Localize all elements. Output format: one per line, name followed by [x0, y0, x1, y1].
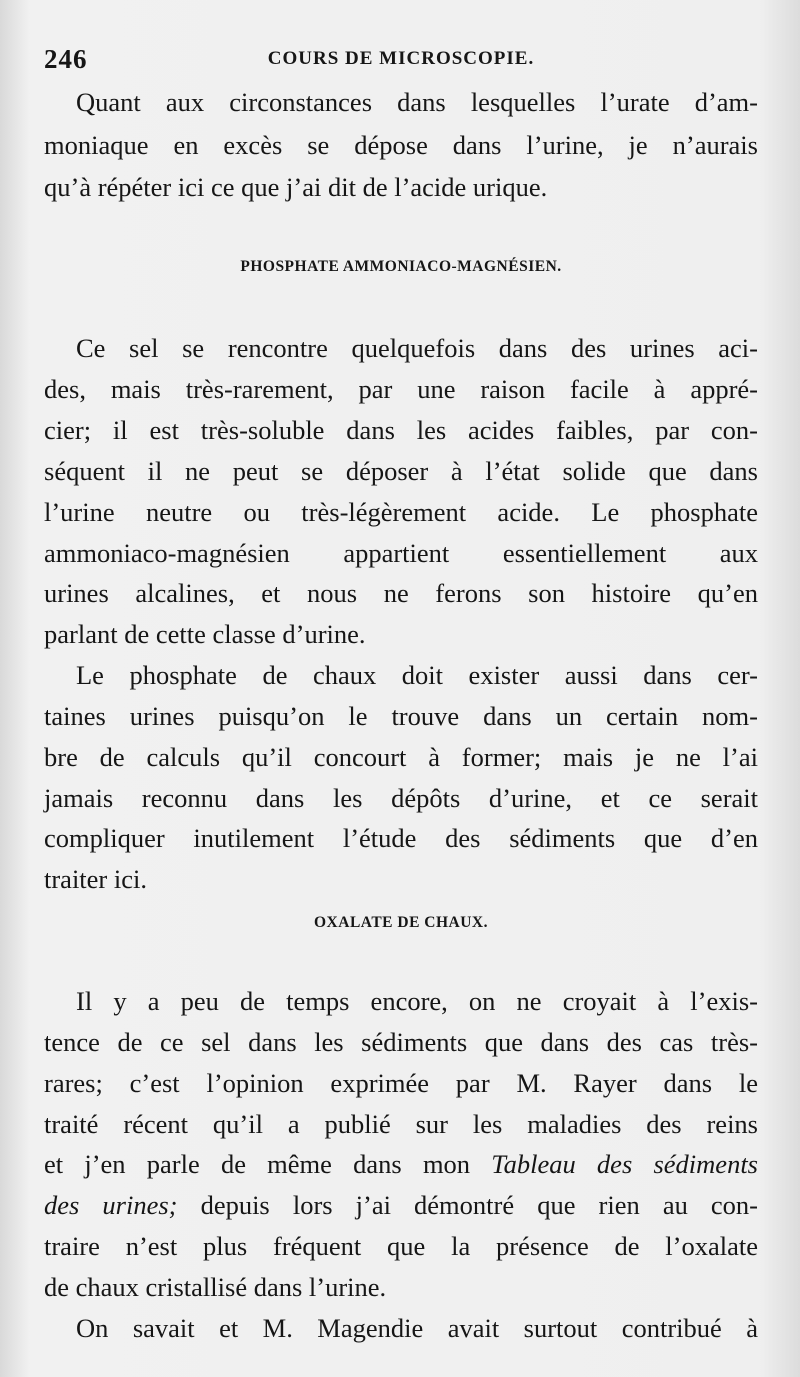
section-heading: PHOSPHATE AMMONIACO-MAGNÉSIEN. [240, 258, 562, 275]
text-line: On savait et M. Magendie avait surtout contribué à [76, 1313, 758, 1343]
text-line: parlant de cette classe d’urine. [44, 619, 366, 649]
text-line [44, 1144, 758, 1184]
text-line: Quant aux circonstances dans lesquelles l’urate d’am- [76, 87, 758, 117]
text-line: taines urines puisqu’on le trouve dans un certain nom- [44, 701, 758, 731]
text-line: bre de calculs qu’il concourt à former; mais je ne l’ai [44, 742, 758, 772]
text-line: qu’à répéter ici ce que j’ai dit de l’acide urique. [44, 172, 548, 202]
page-header [44, 44, 758, 78]
text-line: ammoniaco-magnésien appartient essentiellement aux [44, 538, 758, 568]
italic-book-title: des urines; [44, 1190, 178, 1220]
text-line: traire n’est plus fréquent que la présence de l’oxalate [44, 1231, 758, 1261]
text-line: jamais reconnu dans les dépôts d’urine, et ce serait [44, 783, 758, 813]
text-line: Ce sel se rencontre quelquefois dans des urines aci- [76, 333, 758, 363]
text-line: Il y a peu de temps encore, on ne croyait à l’exis- [76, 986, 758, 1016]
text-line: compliquer inutilement l’étude des sédiments que d’en [44, 823, 758, 853]
running-title: COURS DE MICROSCOPIE. [267, 48, 535, 69]
text-line: des, mais très-rarement, par une raison facile à appré- [44, 374, 758, 404]
text-line: urines alcalines, et nous ne ferons son histoire qu’en [44, 578, 758, 608]
text-run: depuis lors j’ai démontré que rien au con- [177, 1190, 758, 1220]
text-line: Le phosphate de chaux doit exister aussi dans cer- [76, 660, 758, 690]
text-line: moniaque en excès se dépose dans l’urine, je n’aurais [44, 130, 758, 160]
text-line: l’urine neutre ou très-légèrement acide. Le phosphate [44, 497, 758, 527]
italic-book-title: Tableau des sédiments [491, 1149, 758, 1179]
text-line: cier; il est très-soluble dans les acides faibles, par con- [44, 415, 758, 445]
section-heading: OXALATE DE CHAUX. [314, 914, 488, 931]
text-line: rares; c’est l’opinion exprimée par M. Rayer dans le [44, 1068, 758, 1098]
text-line [44, 1185, 758, 1225]
text-line: de chaux cristallisé dans l’urine. [44, 1272, 387, 1302]
text-run: et j’en parle de même dans mon [44, 1149, 492, 1179]
page-number: 246 [44, 44, 88, 74]
text-line: tence de ce sel dans les sédiments que dans des cas très- [44, 1027, 758, 1057]
text-line: traité récent qu’il a publié sur les maladies des reins [44, 1109, 758, 1139]
text-line: séquent il ne peut se déposer à l’état solide que dans [44, 456, 758, 486]
text-line: traiter ici. [44, 864, 147, 894]
